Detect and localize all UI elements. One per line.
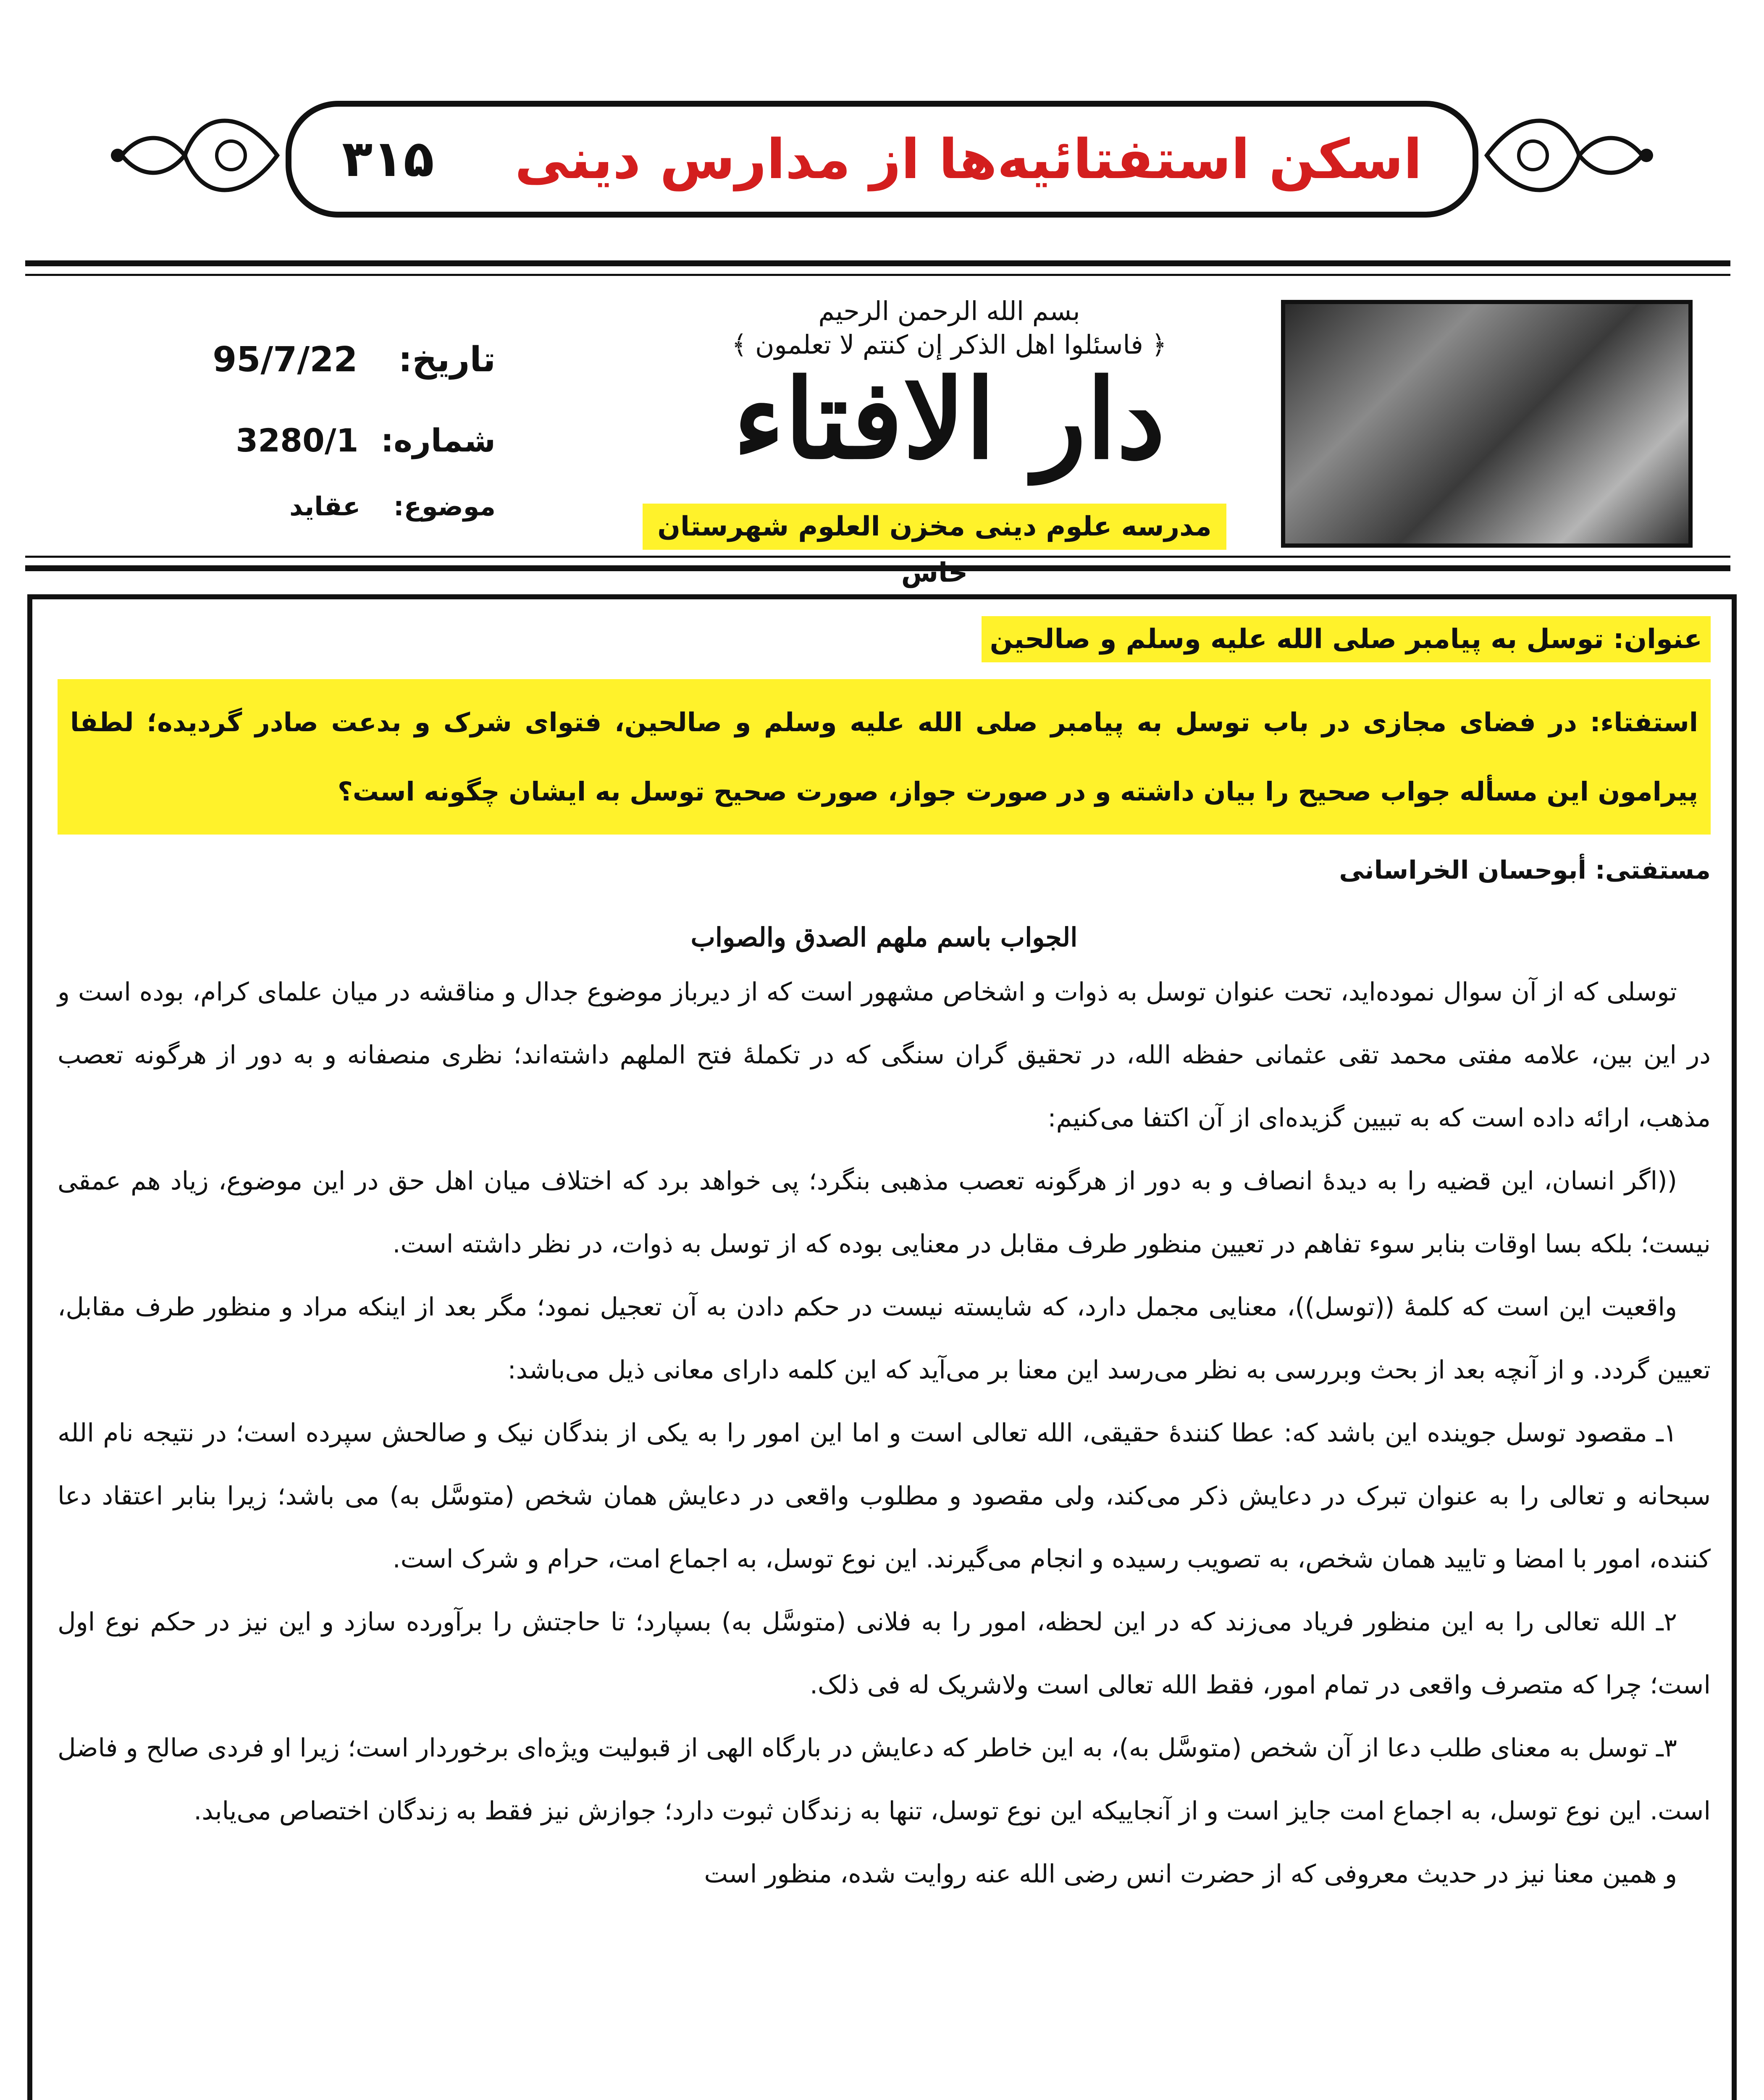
banner-frame [286, 101, 1478, 218]
answer-paragraph: ۱ـ مقصود توسل جوینده این باشد که: عطا کنندهٔ حقیقی، الله تعالی است و اما این امور را به یکی از بندگان نیک و صالحش سپرده است؛ در نتیجه نام الله سبحانه و تعالی را به عنوان تبرک در دعایش ذکر می‌کند، ولی مقصود و مطلوب واقعی در دعایش همان شخص (متوسَّل به) می باشد؛ زیرا بنابر اعتقاد دعا کننده، امور با امضا و تایید همان شخص، به تصویب رسیده و انجام می‌گیرند. این نوع توسل، به اجماع امت، حرام و شرک است. [58, 1418, 1711, 1574]
subject-row [151, 491, 496, 522]
date-label: تاریخ: [398, 340, 496, 380]
fatwa-body [58, 616, 1711, 1906]
fatwa-title: عنوان: توسل به پیامبر صلی الله علیه وسلم و صالحین [982, 616, 1711, 662]
ornament-right-icon [1483, 84, 1659, 227]
school-name: مدرسه علوم دینی مخزن العلوم شهرستان خاش [643, 504, 1226, 550]
subject-value: عقاید [289, 491, 361, 522]
answer-heading: الجواب باسم ملهم الصدق والصواب [690, 922, 1078, 953]
answer-paragraph: ۲ـ الله تعالی را به این منظور فریاد می‌زند که در این لحظه، امور را به فلانی (متوسَّل به) بسپارد؛ تا حاجتش را برآورده سازد و این نیز در حکم نوع اول است؛ چرا که متصرف واقعی در تمام امور، فقط الله تعالی است ولاشریک له فی ذلک. [58, 1607, 1711, 1700]
building-photo [1281, 300, 1693, 548]
date-row [151, 340, 496, 380]
page-number: ۳۱۵ [342, 130, 434, 188]
number-row [151, 422, 496, 459]
fatwa-question: استفتاء: در فضای مجازی در باب توسل به پیامبر صلی الله علیه وسلم و صالحین، فتوای شرک و بدعت صادر گردیده؛ لطفا پیرامون این مسأله جواب صحیح را بیان داشته و در صورت جواز، صورت صحیح توسل به ایشان چگونه است؟ [58, 679, 1711, 835]
fatwa-content-box [27, 594, 1737, 2100]
answer-paragraph: و همین معنا نیز در حدیث معروفی که از حضرت انس رضی الله عنه روایت شده، منظور است [704, 1859, 1677, 1889]
date-value: 95/7/22 [213, 340, 358, 380]
dar-al-ifta-calligraphy: دار الافتاء [733, 355, 1166, 483]
basmala: بسم الله الرحمن الرحیم [818, 296, 1080, 326]
banner-title: اسکن استفتائیه‌ها از مدارس دینی [514, 127, 1422, 191]
answer-paragraph: واقعیت این است که کلمهٔ ((توسل))، معنایی مجمل دارد، که شایسته نیست در حکم دادن به آن تعجیل نمود؛ مگر بعد از اینکه مراد و منظور طرف مقابل، تعیین گردد. و از آنچه بعد از بحث وبررسی به نظر می‌رسد این معنا بر می‌آید که این کلمه دارای معانی ذیل می‌باشد: [58, 1292, 1711, 1385]
number-label: شماره: [381, 422, 496, 459]
answer-paragraph: توسلی که از آن سوال نموده‌اید، تحت عنوان توسل به ذوات و اشخاص مشهور است که از دیرباز موضوع جدال و مناقشه در میان علمای کرام، بوده است و در این بین، علامه مفتی محمد تقی عثمانی حفظه الله، در تحقیق گران سنگی که در تکملهٔ فتح الملهم داشته‌اند؛ نظری منصفانه و به دور از هرگونه تعصب مذهب، ارائه داده است که به تبیین گزیده‌ای از آن اکتفا می‌کنیم: [58, 977, 1711, 1133]
number-value: 3280/1 [236, 422, 359, 459]
answer-paragraph: ((اگر انسان، این قضیه را به دیدهٔ انصاف و به دور از هرگونه تعصب مذهبی بنگرد؛ پی خواهد برد که اختلاف میان اهل حق در این موضوع، زیاد هم عمقی نیست؛ بلکه بسا اوقات بنابر سوء تفاهم در تعیین منظور طرف مقابل در معنایی بوده که از توسل به ذوات، در نظر داشته است. [58, 1166, 1711, 1259]
ornament-left-icon [105, 84, 281, 227]
questioner-name: مستفتی: أبوحسان الخراسانی [1339, 856, 1711, 885]
page-banner [105, 84, 1659, 227]
letterhead [25, 260, 1730, 588]
quran-verse: ﴿ فاسئلوا اهل الذکر إن کنتم لا تعلمون ﴾ [732, 329, 1167, 360]
answer-paragraph: ۳ـ توسل به معنای طلب دعا از آن شخص (متوسَّل به)، به این خاطر که دعایش در بارگاه الهی از قبولیت ویژه‌ای برخوردار است؛ زیرا او فردی صالح و فاضل است. این نوع توسل، به اجماع امت جایز است و از آنجاییکه این نوع توسل، تنها به زندگان ثبوت دارد؛ جوازش نیز فقط به زندگان اختصاص می‌یابد. [58, 1733, 1711, 1826]
subject-label: موضوع: [393, 491, 496, 522]
